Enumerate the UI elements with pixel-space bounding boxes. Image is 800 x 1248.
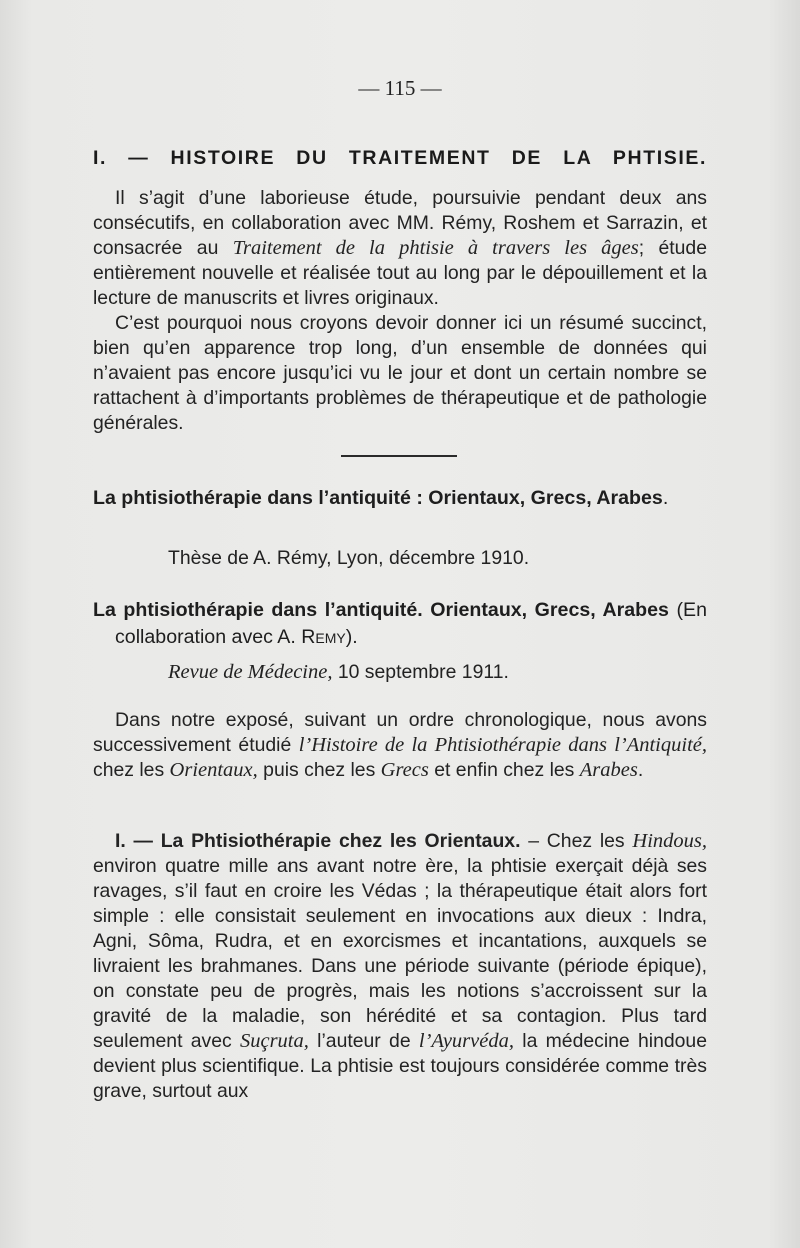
- reference-1-source: Thèse de A. Rémy, Lyon, décembre 1910.: [168, 547, 530, 569]
- orientaux-paragraph: I. — La Phtisiothérapie chez les Orientaux. – Chez les Hindous, environ quatre mille ans avant notre ère, la phtisie exerçait déjà ses ravages, s’il faut en croire les Védas ; la thérapeutique était alors fort simple : elle consistait seulement en invocations aux dieux : Indra, Agni, Sôma, Rudra, et en exorcismes et incantations, auxquels se livraient les brahmanes. Dans une période suivante (période épique), on constate peu de progrès, mais les notions s’accroissent sur la gravité de la maladie, son hérédité et sa contagion. Plus tard seulement avec Suçruta, l’auteur de l’Ayurvéda, la médecine hindoue devient plus scientifique. La phtisie est toujours considérée comme très grave, surtout aux: [93, 830, 708, 1102]
- reference-2-source-block: [168, 661, 708, 684]
- reference-1-title: La phtisiothérapie dans l’antiquité : Orientaux, Grecs, Arabes.: [93, 487, 669, 509]
- page-number: — 115 —: [358, 76, 442, 100]
- reference-1-source-block: [168, 547, 708, 570]
- reference-2-source: Revue de Médecine, 10 septembre 1911.: [168, 661, 509, 683]
- intro-paragraph-1: Il s’agit d’une laborieuse étude, poursuivie pendant deux ans consécutifs, en collaboration avec MM. Rémy, Roshem et Sarrazin, et consacrée au Traitement de la phtisie à travers les âges; étude entièrement nouvelle et réalisée tout au long par le dépouillement et la lecture de manuscrits et livres originaux.: [93, 187, 707, 309]
- reference-2: [93, 597, 707, 651]
- intro-block: [93, 186, 707, 436]
- reference-1: [93, 485, 707, 512]
- section-title: I. — HISTOIRE DU TRAITEMENT DE LA PHTISIE.: [93, 147, 707, 169]
- intro-paragraph-2: C’est pourquoi nous croyons devoir donner ici un résumé succinct, bien qu’en apparence trop long, d’un ensemble de données qui n’avaient pas encore jusqu’ici vu le jour et dont un certain nombre se rattachent à d’importants problèmes de thérapeutique et de pathologie générales.: [93, 312, 707, 434]
- orientaux-heading: I. — La Phtisiothérapie chez les Orientaux.: [115, 830, 521, 852]
- orientaux-block: [93, 829, 707, 1104]
- expose-block: [93, 708, 707, 783]
- book-title: Traitement de la phtisie à travers les âges: [232, 237, 639, 259]
- expose-paragraph: Dans notre exposé, suivant un ordre chronologique, nous avons successivement étudié l’Histoire de la Phtisiothérapie dans l’Antiquité, chez les Orientaux, puis chez les Grecs et enfin chez les Arabes.: [93, 709, 707, 781]
- section-divider: [341, 455, 457, 457]
- reference-2-title: La phtisiothérapie dans l’antiquité. Orientaux, Grecs, Arabes (En collaboration avec A. Remy).: [93, 599, 707, 648]
